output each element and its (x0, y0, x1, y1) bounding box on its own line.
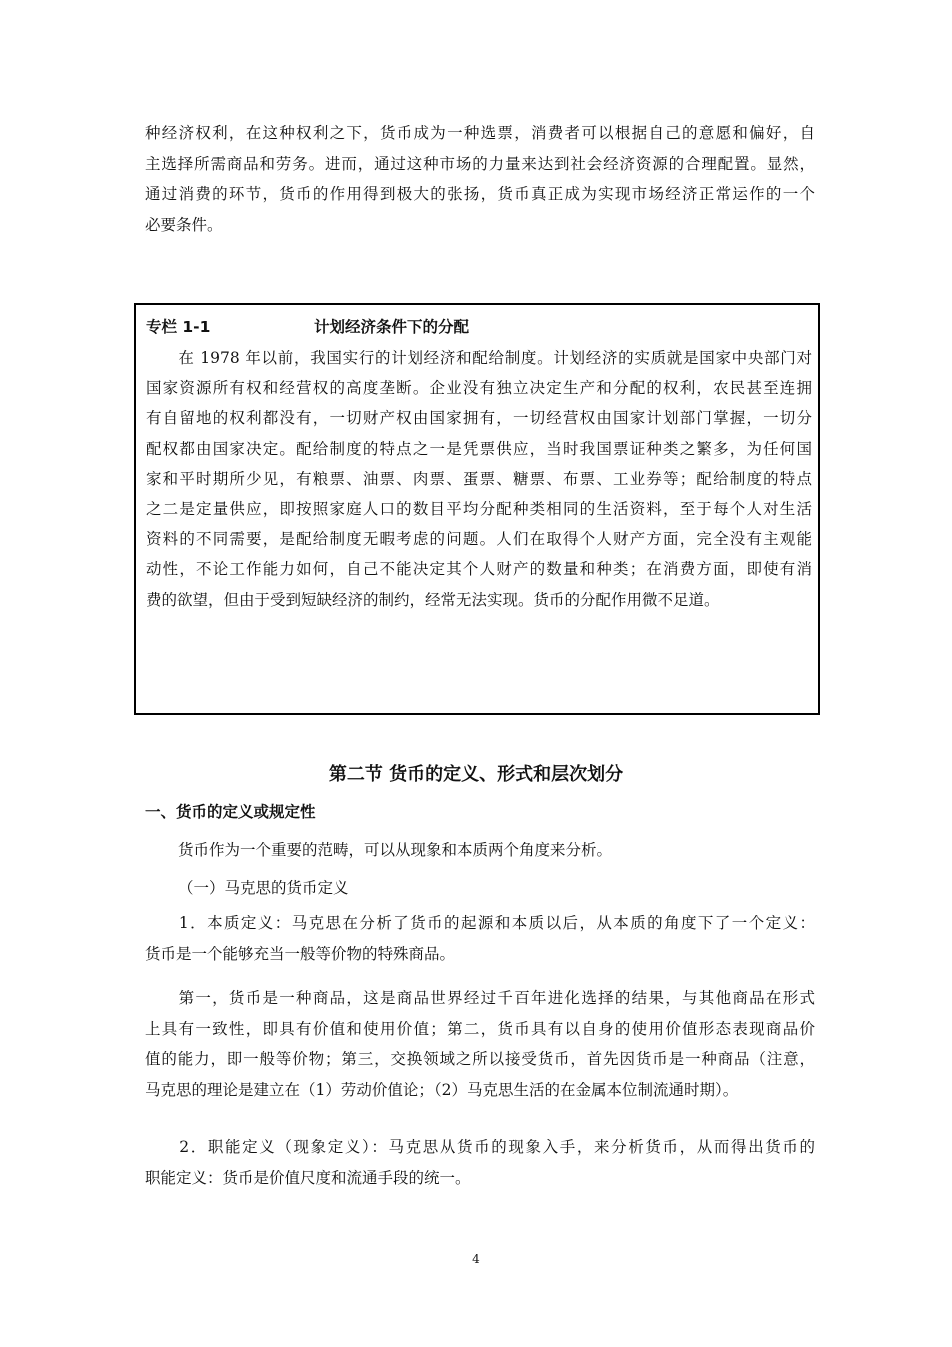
text-line: 必要条件。 (145, 215, 223, 234)
text-line: 在 1978 年以前，我国实行的计划经济和配给制度。计划经济的实质就是国家中央部门对 (146, 349, 812, 367)
sidebar-box-title: 计划经济条件下的分配 (314, 318, 470, 336)
text-line: 费的欲望，但由于受到短缺经济的制约，经常无法实现。货币的分配作用微不足道。 (146, 590, 720, 609)
text-line: 货币是一个能够充当一般等价物的特殊商品。 (145, 944, 456, 963)
intro-line: 货币作为一个重要的范畴，可以从现象和本质两个角度来分析。 (178, 841, 613, 859)
text-line: 2．职能定义（现象定义）：马克思从货币的现象入手，来分析货币，从而得出货币的 (145, 1138, 815, 1156)
intro-paragraph (145, 118, 815, 240)
text-line: 1．本质定义：马克思在分析了货币的起源和本质以后，从本质的角度下了一个定义： (145, 914, 815, 932)
text-line: 主选择所需商品和劳务。进而，通过这种市场的力量来达到社会经济资源的合理配置。显然， (145, 154, 815, 173)
text-line: 资料的不同需要，是配给制度无暇考虑的问题。人们在取得个人财产方面，完全没有主观能 (146, 530, 812, 549)
text-line: 上具有一致性，即具有价值和使用价值；第二，货币具有以自身的使用价值形态表现商品价 (145, 1019, 815, 1038)
essence-definition-paragraph (145, 908, 815, 969)
subsection-heading: 一、货币的定义或规定性 (145, 803, 316, 821)
section-title: 第二节 货币的定义、形式和层次划分 (328, 764, 624, 785)
explanation-paragraph (145, 983, 815, 1105)
text-line: 第一，货币是一种商品，这是商品世界经过千百年进化选择的结果，与其他商品在形式 (145, 989, 815, 1007)
text-line: 通过消费的环节，货币的作用得到极大的张扬，货币真正成为实现市场经济正常运作的一个 (145, 185, 815, 203)
text-line: 有自留地的权利都没有，一切财产权由国家拥有，一切经营权由国家计划部门掌握，一切分 (146, 409, 812, 428)
text-line: 之二是定量供应，即按照家庭人口的数目平均分配种类相同的生活资料，至于每个人对生活 (146, 500, 812, 519)
text-line: 国家资源所有权和经营权的高度垄断。企业没有独立决定生产和分配的权利，农民甚至连拥 (146, 379, 812, 398)
text-line: 配权都由国家决定。配给制度的特点之一是凭票供应，当时我国票证种类之繁多，为任何国 (146, 439, 812, 458)
sub-heading: （一）马克思的货币定义 (178, 879, 349, 897)
text-line: 马克思的理论是建立在（1）劳动价值论；（2）马克思生活的在金属本位制流通时期）。 (145, 1080, 739, 1099)
sidebar-box (134, 303, 820, 715)
text-line: 职能定义：货币是价值尺度和流通手段的统一。 (145, 1168, 471, 1187)
page-number: 4 (472, 1252, 480, 1266)
sidebar-box-body (146, 343, 812, 615)
text-line: 家和平时期所少见，有粮票、油票、肉票、蛋票、糖票、布票、工业券等；配给制度的特点 (146, 469, 812, 488)
sidebar-box-header (146, 315, 469, 337)
function-definition-paragraph (145, 1132, 815, 1193)
text-line: 种经济权利，在这种权利之下，货币成为一种选票，消费者可以根据自己的意愿和偏好，自 (145, 124, 815, 142)
text-line: 动性，不论工作能力如何，自己不能决定其个人财产的数量和种类；在消费方面，即使有消 (146, 560, 812, 579)
sidebar-box-tag: 专栏 1-1 (146, 318, 211, 336)
text-line: 值的能力，即一般等价物；第三，交换领域之所以接受货币，首先因货币是一种商品（注意， (145, 1050, 815, 1068)
